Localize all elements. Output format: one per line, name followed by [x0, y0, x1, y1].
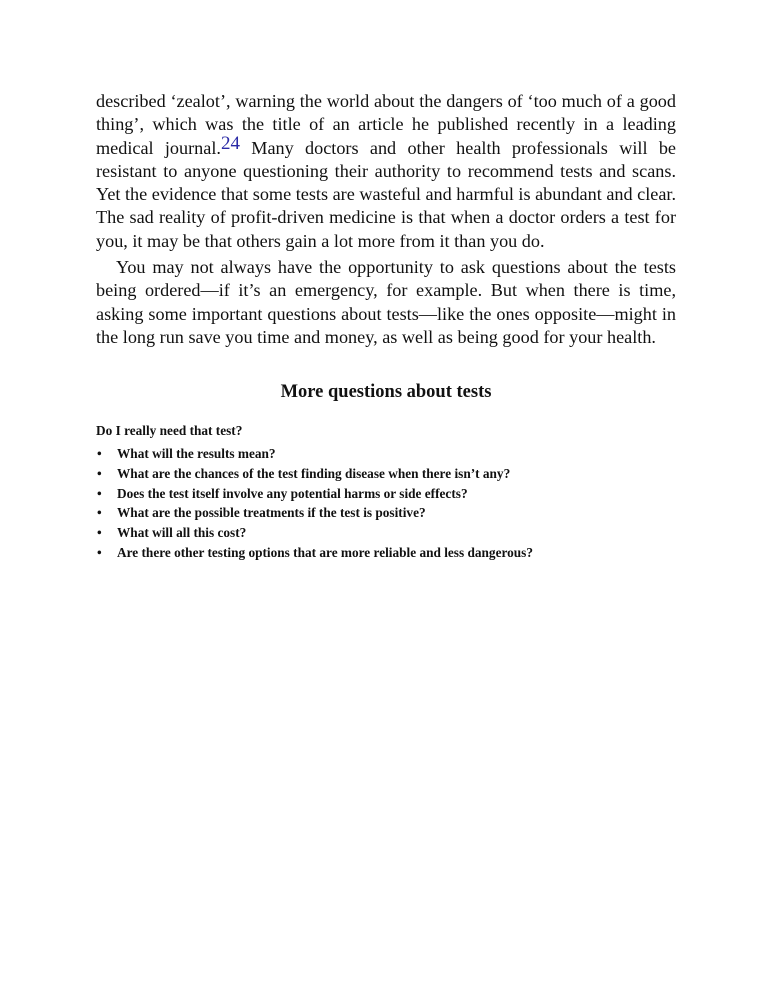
box-lead-question: Do I really need that test?	[96, 423, 243, 439]
question-text: Does the test itself involve any potential harms or side effects?	[117, 485, 468, 501]
bullet-icon: •	[97, 465, 102, 481]
question-text: Are there other testing options that are more reliable and less dangerous?	[117, 544, 534, 560]
question-text: What will all this cost?	[117, 525, 247, 541]
question-text: What will the results mean?	[117, 446, 276, 462]
list-item	[96, 464, 676, 484]
bullet-icon: •	[97, 505, 102, 521]
list-item	[96, 503, 676, 523]
question-text: What are the possible treatments if the test is positive?	[117, 505, 426, 521]
questions-box	[96, 382, 676, 562]
list-item	[96, 484, 676, 504]
bullet-icon: •	[97, 525, 102, 541]
page-content	[96, 90, 676, 562]
question-list	[96, 444, 676, 562]
bullet-icon: •	[97, 485, 102, 501]
body-paragraph-2: You may not always have the opportunity to ask questions about the tests being ordered—if it’s an emergency, for example. But when there is time, asking some important questions about tests—like the ones opposite—might in the long run save you time and money, as well as being good for your health.	[96, 257, 676, 347]
paragraph-1-text-start: described ‘zealot’, warning the world about the dangers of ‘too much of a good thing’, which was the title of an article he published recently in a leading medical journal.	[96, 91, 676, 158]
bullet-icon: •	[97, 446, 102, 462]
list-item	[96, 523, 676, 543]
footnote-reference-link[interactable]: 24	[220, 132, 240, 154]
list-item	[96, 444, 676, 464]
paragraph-1-text-end: Many doctors and other health professionals will be resistant to anyone questioning their authority to recommend tests and scans. Yet the evidence that some tests are wasteful and harmful is abundant and clear. The sad reality of profit-driven medicine is that when a doctor orders a test for you, it may be that others gain a lot more from it than you do.	[96, 137, 676, 251]
list-item	[96, 543, 676, 563]
body-paragraph-1	[96, 90, 676, 253]
bullet-icon: •	[97, 544, 102, 560]
question-text: What are the chances of the test finding disease when there isn’t any?	[117, 465, 511, 481]
box-title: More questions about tests	[280, 382, 492, 403]
